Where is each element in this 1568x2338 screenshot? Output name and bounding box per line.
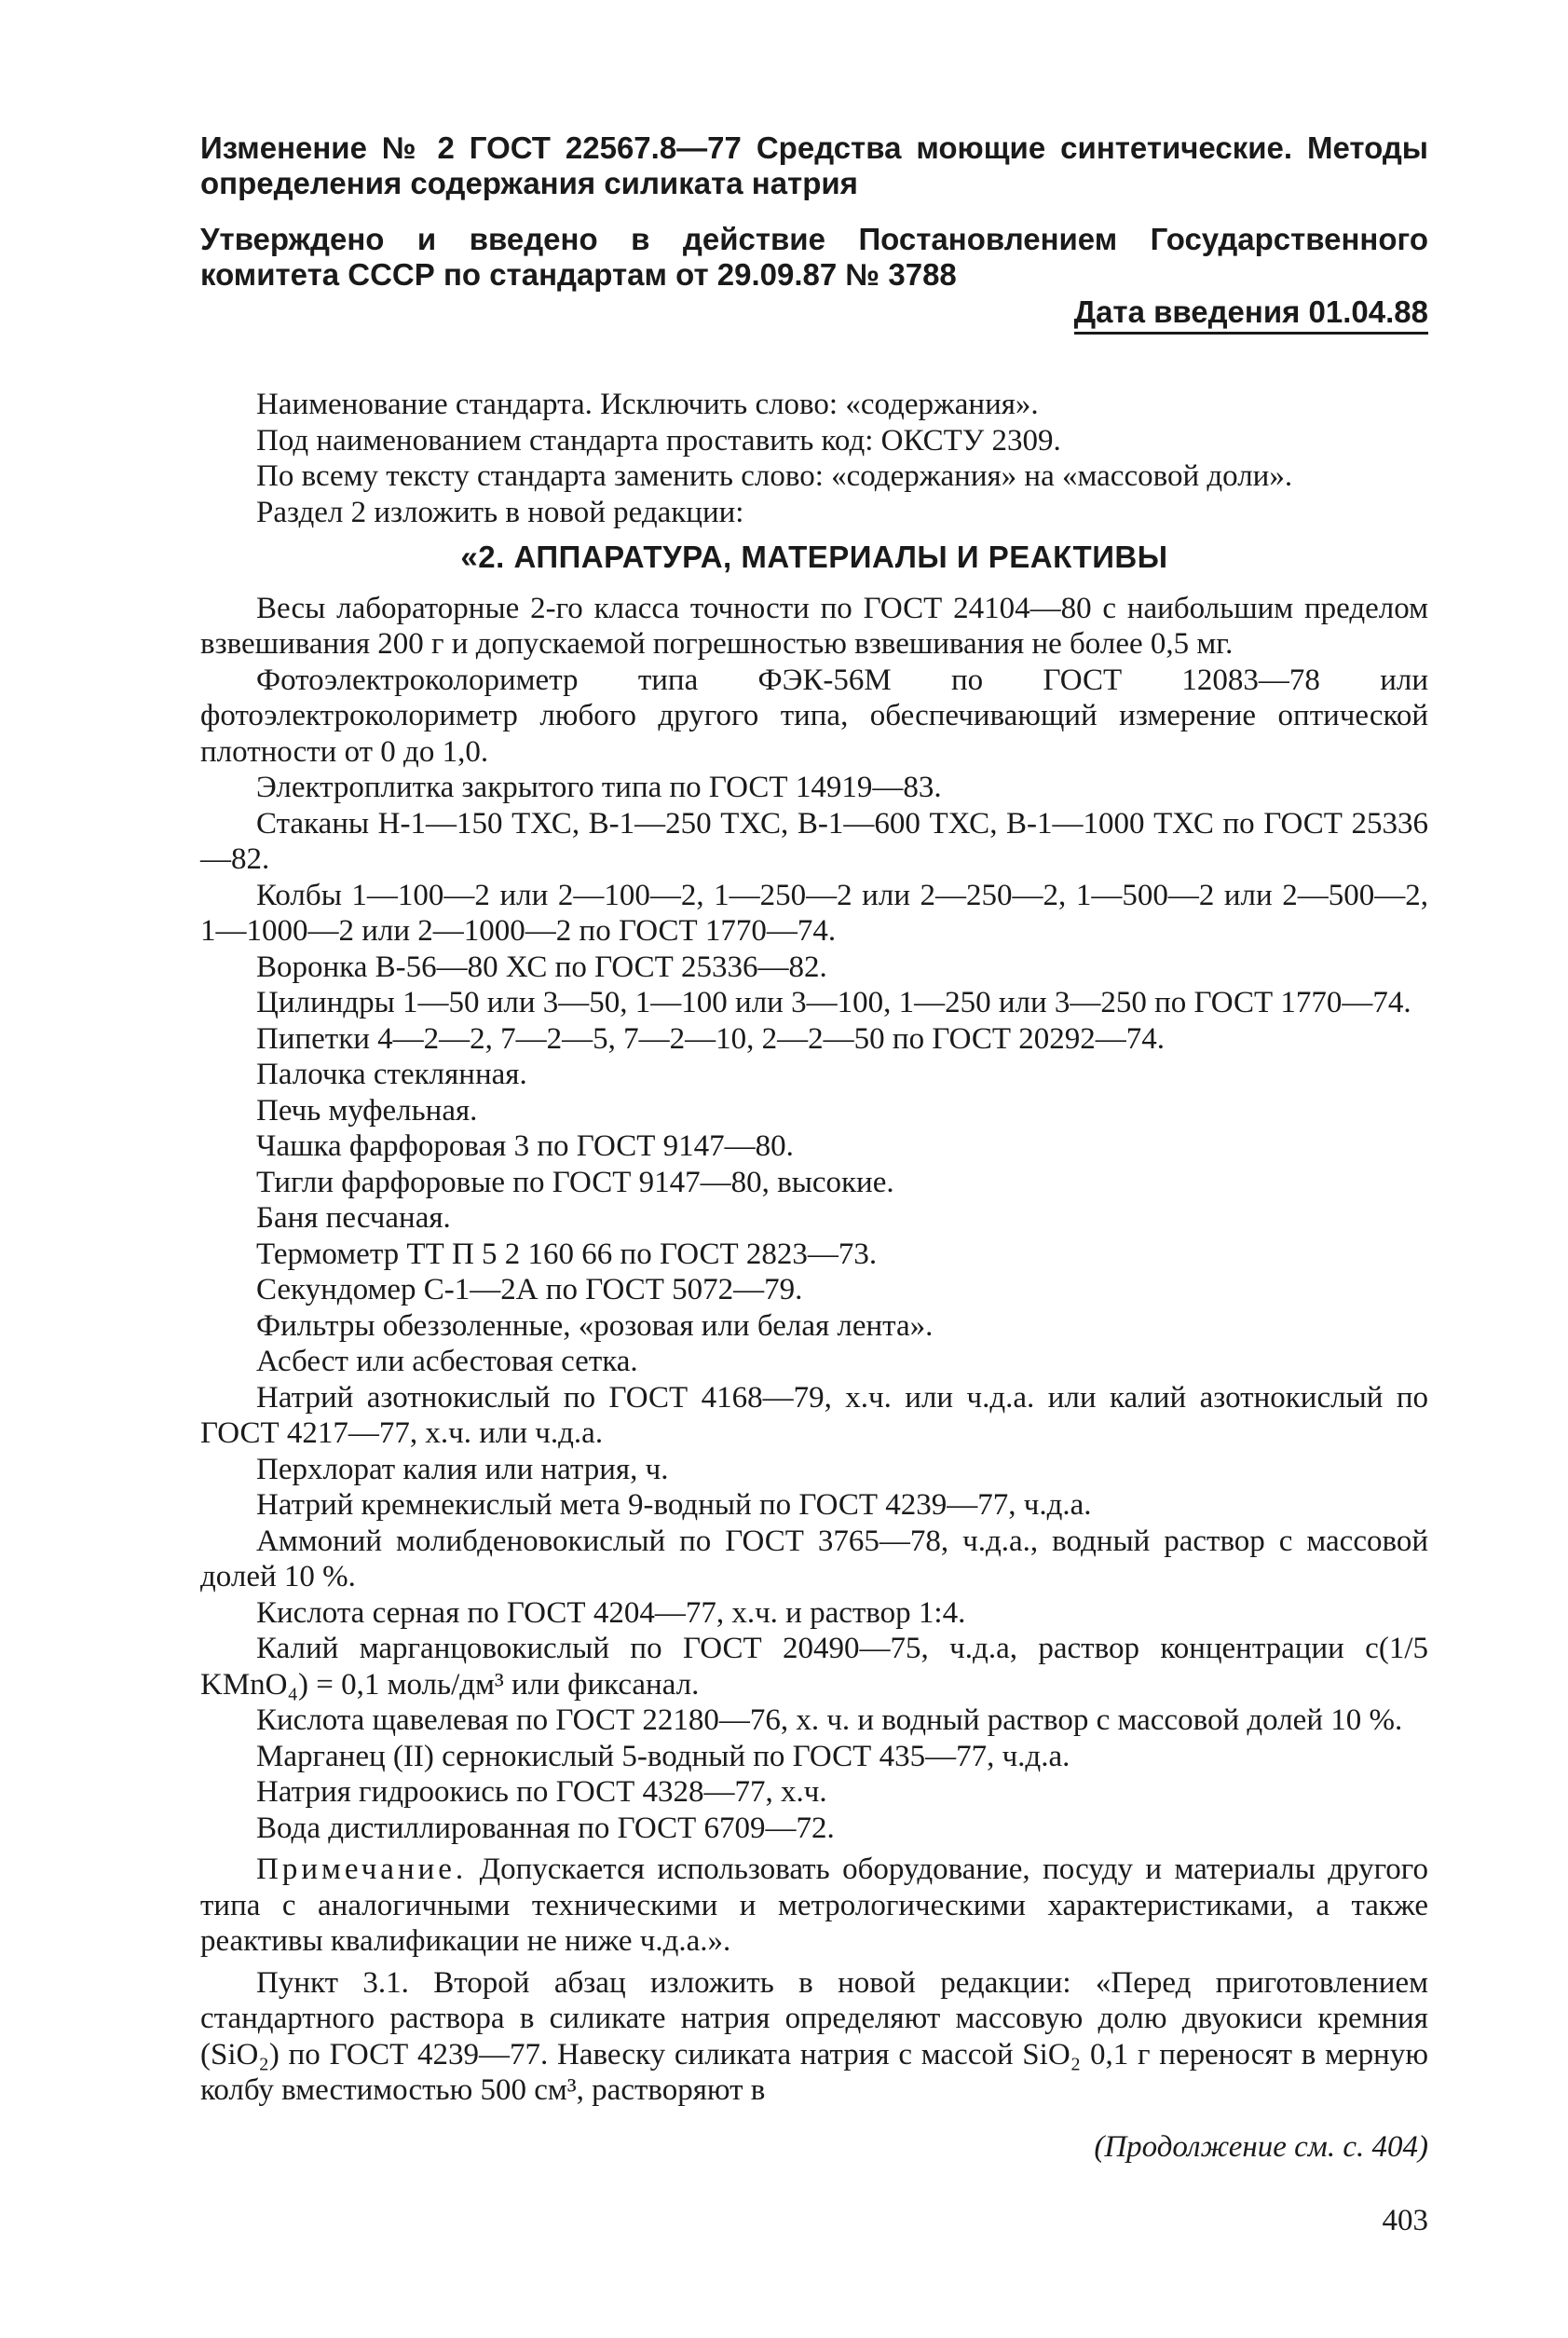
equipment-item: Тигли фарфоровые по ГОСТ 9147—80, высокие. xyxy=(256,1165,894,1199)
section-heading: «2. АППАРАТУРА, МАТЕРИАЛЫ И РЕАКТИВЫ xyxy=(460,540,1168,574)
note-paragraph xyxy=(200,1852,1428,1960)
equipment-item: Колбы 1—100—2 или 2—100—2, 1—250—2 или 2—250—2, 1—500—2 или 2—500—2, 1—1000—2 или 2—1000—2 по ГОСТ 1770—74. xyxy=(200,878,1428,948)
intro-paragraph: Раздел 2 изложить в новой редакции: xyxy=(256,495,744,529)
reagent-item: Перхлорат калия или натрия, ч. xyxy=(256,1452,669,1486)
equipment-item: Палочка стеклянная. xyxy=(256,1058,527,1091)
amendment-title: Изменение № 2 ГОСТ 22567.8—77 Средства моющие синтетические. Методы определения содержания силиката натрия xyxy=(200,130,1428,200)
intro-paragraph: Наименование стандарта. Исключить слово: «содержания». xyxy=(256,388,1039,421)
page-number: 403 xyxy=(1382,2204,1428,2237)
reagent-item: Аммоний молибденовокислый по ГОСТ 3765—78, ч.д.а., водный раствор с массовой долей 10 %. xyxy=(200,1524,1428,1593)
note-label: Примечание. xyxy=(256,1853,468,1886)
reagent-item: Вода дистиллированная по ГОСТ 6709—72. xyxy=(256,1811,835,1845)
intro-paragraph: Под наименованием стандарта проставить код: ОКСТУ 2309. xyxy=(256,423,1061,458)
equipment-item: Воронка В-56—80 ХС по ГОСТ 25336—82. xyxy=(256,950,827,984)
equipment-item: Секундомер С-1—2А по ГОСТ 5072—79. xyxy=(256,1273,803,1306)
equipment-item: Цилиндры 1—50 или 3—50, 1—100 или 3—100, 1—250 или 3—250 по ГОСТ 1770—74. xyxy=(256,986,1411,1019)
reagent-item: Кислота серная по ГОСТ 4204—77, х.ч. и раствор 1:4. xyxy=(256,1595,966,1630)
document-body xyxy=(200,387,1428,2165)
reagent-item: Кислота щавелевая по ГОСТ 22180—76, х. ч. и водный раствор с массовой долей 10 %. xyxy=(256,1703,1403,1737)
equipment-item: Баня песчаная. xyxy=(256,1201,451,1235)
equipment-item: Пипетки 4—2—2, 7—2—5, 7—2—10, 2—2—50 по ГОСТ 20292—74. xyxy=(256,1021,1165,1056)
equipment-item: Весы лабораторные 2-го класса точности по ГОСТ 24104—80 с наибольшим пределом взвешивания 200 г и допускаемой погрешностью взвешивания не более 0,5 мг. xyxy=(200,591,1428,661)
effective-date xyxy=(200,294,1428,335)
equipment-item: Асбест или асбестовая сетка. xyxy=(256,1345,638,1378)
equipment-item: Термометр ТТ П 5 2 160 66 по ГОСТ 2823—73. xyxy=(256,1237,878,1271)
reagent-item: Натрий азотнокислый по ГОСТ 4168—79, х.ч. или ч.д.а. или калий азотнокислый по ГОСТ 4217—77, х.ч. или ч.д.а. xyxy=(200,1380,1428,1450)
intro-paragraph: По всему тексту стандарта заменить слово: «содержания» на «массовой доли». xyxy=(256,459,1293,493)
document-header xyxy=(200,130,1428,335)
equipment-item: Фильтры обеззоленные, «розовая или белая лента». xyxy=(256,1308,934,1343)
reagent-item: Марганец (II) сернокислый 5-водный по ГОСТ 435—77, ч.д.а. xyxy=(256,1739,1070,1773)
clause-paragraph: Пункт 3.1. Второй абзац изложить в новой редакции: «Перед приготовлением стандартного раствора в силикате натрия определяют массовую долю двуокиси кремния (SiO₂) по ГОСТ 4239—77. Навеску силиката натрия с массой SiO₂ 0,1 г переносят в мерную колбу вместимостью 500 см³, растворяют в xyxy=(200,1965,1428,2107)
reagent-item: Натрия гидроокись по ГОСТ 4328—77, х.ч. xyxy=(256,1775,827,1809)
reagent-item: Натрий кремнекислый мета 9-водный по ГОСТ 4239—77, ч.д.а. xyxy=(256,1488,1092,1522)
effective-date-text: Дата введения 01.04.88 xyxy=(1074,294,1428,335)
equipment-item: Фотоэлектроколориметр типа ФЭК-56М по ГОСТ 12083—78 или фотоэлектроколориметр любого другого типа, обеспечивающий измерение оптической плотности от 0 до 1,0. xyxy=(200,663,1428,769)
approval-statement: Утверждено и введено в действие Постановлением Государственного комитета СССР по стандартам от 29.09.87 № 3788 xyxy=(200,222,1428,292)
equipment-item: Электроплитка закрытого типа по ГОСТ 14919—83. xyxy=(256,771,942,804)
equipment-item: Чашка фарфоровая 3 по ГОСТ 9147—80. xyxy=(256,1129,794,1163)
continuation-note: (Продолжение см. с. 404) xyxy=(1094,2129,1428,2164)
note-text: Допускается использовать оборудование, посуду и материалы другого типа с аналогичными техническими и метрологическими характеристиками, а также реактивы квалификации не ниже ч.д.а.». xyxy=(200,1853,1428,1958)
equipment-item: Печь муфельная. xyxy=(256,1093,478,1128)
equipment-item: Стаканы Н-1—150 ТХС, В-1—250 ТХС, В-1—600 ТХС, В-1—1000 ТХС по ГОСТ 25336—82. xyxy=(200,806,1428,876)
reagent-item: Калий марганцовокислый по ГОСТ 20490—75, ч.д.а, раствор концентрации с(1/5 KMnO₄) = 0,1 моль/дм³ или фиксанал. xyxy=(200,1632,1428,1702)
